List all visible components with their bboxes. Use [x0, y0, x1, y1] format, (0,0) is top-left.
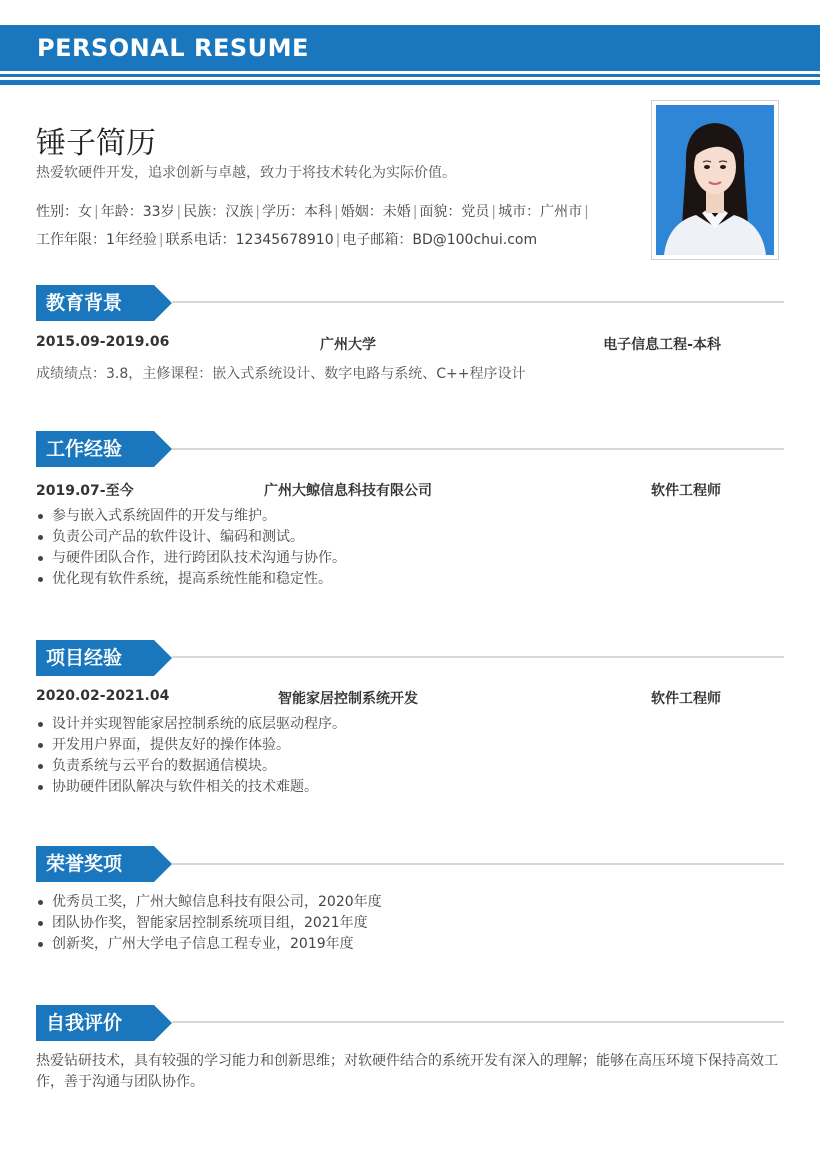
education-date: 2015.09-2019.06 [36, 334, 170, 350]
info-item: 工作年限：1年经验 [36, 232, 157, 248]
info-item: 面貌：党员 [419, 204, 490, 220]
list-item: 负责公司产品的软件设计、编码和测试。 [36, 527, 346, 548]
list-item: 负责系统与云平台的数据通信模块。 [36, 756, 346, 777]
info-item: 联系电话：12345678910 [165, 232, 334, 248]
list-item: 优化现有软件系统，提高系统性能和稳定性。 [36, 569, 346, 590]
info-item: 性别：女 [36, 204, 92, 220]
info-item: 学历：本科 [261, 204, 332, 220]
info-item: 电子邮箱：BD@100chui.com [342, 232, 538, 248]
section-header-work [36, 431, 172, 467]
personal-info-line-2 [36, 229, 537, 249]
section-header-education [36, 285, 172, 321]
section-title-work: 工作经验 [46, 438, 123, 460]
work-company: 广州大鲸信息科技有限公司 [264, 483, 432, 499]
list-item: 参与嵌入式系统固件的开发与维护。 [36, 506, 346, 527]
honors-list [36, 892, 382, 955]
info-separator: | [491, 204, 497, 220]
section-title-project: 项目经验 [46, 647, 123, 669]
section-title-education: 教育背景 [46, 292, 123, 314]
info-separator: | [94, 204, 99, 220]
info-item: 婚姻：未婚 [340, 204, 411, 220]
education-major: 电子信息工程-本科 [603, 337, 721, 353]
section-header-self-eval [36, 1005, 172, 1041]
info-separator: | [255, 204, 260, 220]
list-item: 与硬件团队合作，进行跨团队技术沟通与协作。 [36, 548, 346, 569]
section-rule-self-eval [172, 1021, 784, 1023]
work-role: 软件工程师 [651, 483, 721, 499]
info-item: 城市：广州市 [498, 204, 583, 220]
info-separator: | [158, 232, 164, 248]
candidate-name: 锤子简历 [36, 126, 156, 161]
list-item: 团队协作奖，智能家居控制系统项目组，2021年度 [36, 913, 382, 934]
project-tasks-list [36, 714, 346, 798]
education-detail: 成绩绩点：3.8，主修课程：嵌入式系统设计、数字电路与系统、C++程序设计 [36, 366, 526, 382]
header-banner [0, 25, 820, 71]
info-separator: | [584, 204, 589, 220]
list-item: 协助硬件团队解决与软件相关的技术难题。 [36, 777, 346, 798]
header-rule-thin [0, 74, 820, 77]
list-item: 优秀员工奖，广州大鲸信息科技有限公司，2020年度 [36, 892, 382, 913]
project-role: 软件工程师 [651, 691, 721, 707]
section-rule-work [172, 448, 784, 450]
section-header-project [36, 640, 172, 676]
candidate-motto: 热爱软硬件开发，追求创新与卓越，致力于将技术转化为实际价值。 [36, 165, 456, 181]
resume-title: PERSONAL RESUME [37, 34, 309, 62]
section-rule-education [172, 301, 784, 303]
list-item: 创新奖，广州大学电子信息工程专业，2019年度 [36, 934, 382, 955]
profile-photo [651, 100, 779, 260]
info-separator: | [412, 204, 418, 220]
list-item: 设计并实现智能家居控制系统的底层驱动程序。 [36, 714, 346, 735]
project-date: 2020.02-2021.04 [36, 688, 170, 704]
personal-info-line-1 [36, 201, 591, 221]
info-item: 民族：汉族 [183, 204, 254, 220]
project-name: 智能家居控制系统开发 [278, 691, 418, 707]
info-separator: | [333, 204, 339, 220]
info-separator: | [335, 232, 341, 248]
section-rule-honors [172, 863, 784, 865]
section-rule-project [172, 656, 784, 658]
info-item: 年龄：33岁 [100, 204, 175, 220]
section-title-self-eval: 自我评价 [46, 1012, 123, 1034]
education-school: 广州大学 [320, 337, 376, 353]
info-separator: | [176, 204, 182, 220]
header-rule-thick [0, 80, 820, 85]
work-date: 2019.07-至今 [36, 483, 134, 499]
work-duties-list [36, 506, 346, 590]
section-title-honors: 荣誉奖项 [46, 853, 123, 875]
portrait-image [656, 105, 774, 255]
section-header-honors [36, 846, 172, 882]
self-eval-text: 热爱钻研技术，具有较强的学习能力和创新思维；对软硬件结合的系统开发有深入的理解；能够在高压环境下保持高效工作，善于沟通与团队协作。 [36, 1053, 778, 1090]
list-item: 开发用户界面，提供友好的操作体验。 [36, 735, 346, 756]
